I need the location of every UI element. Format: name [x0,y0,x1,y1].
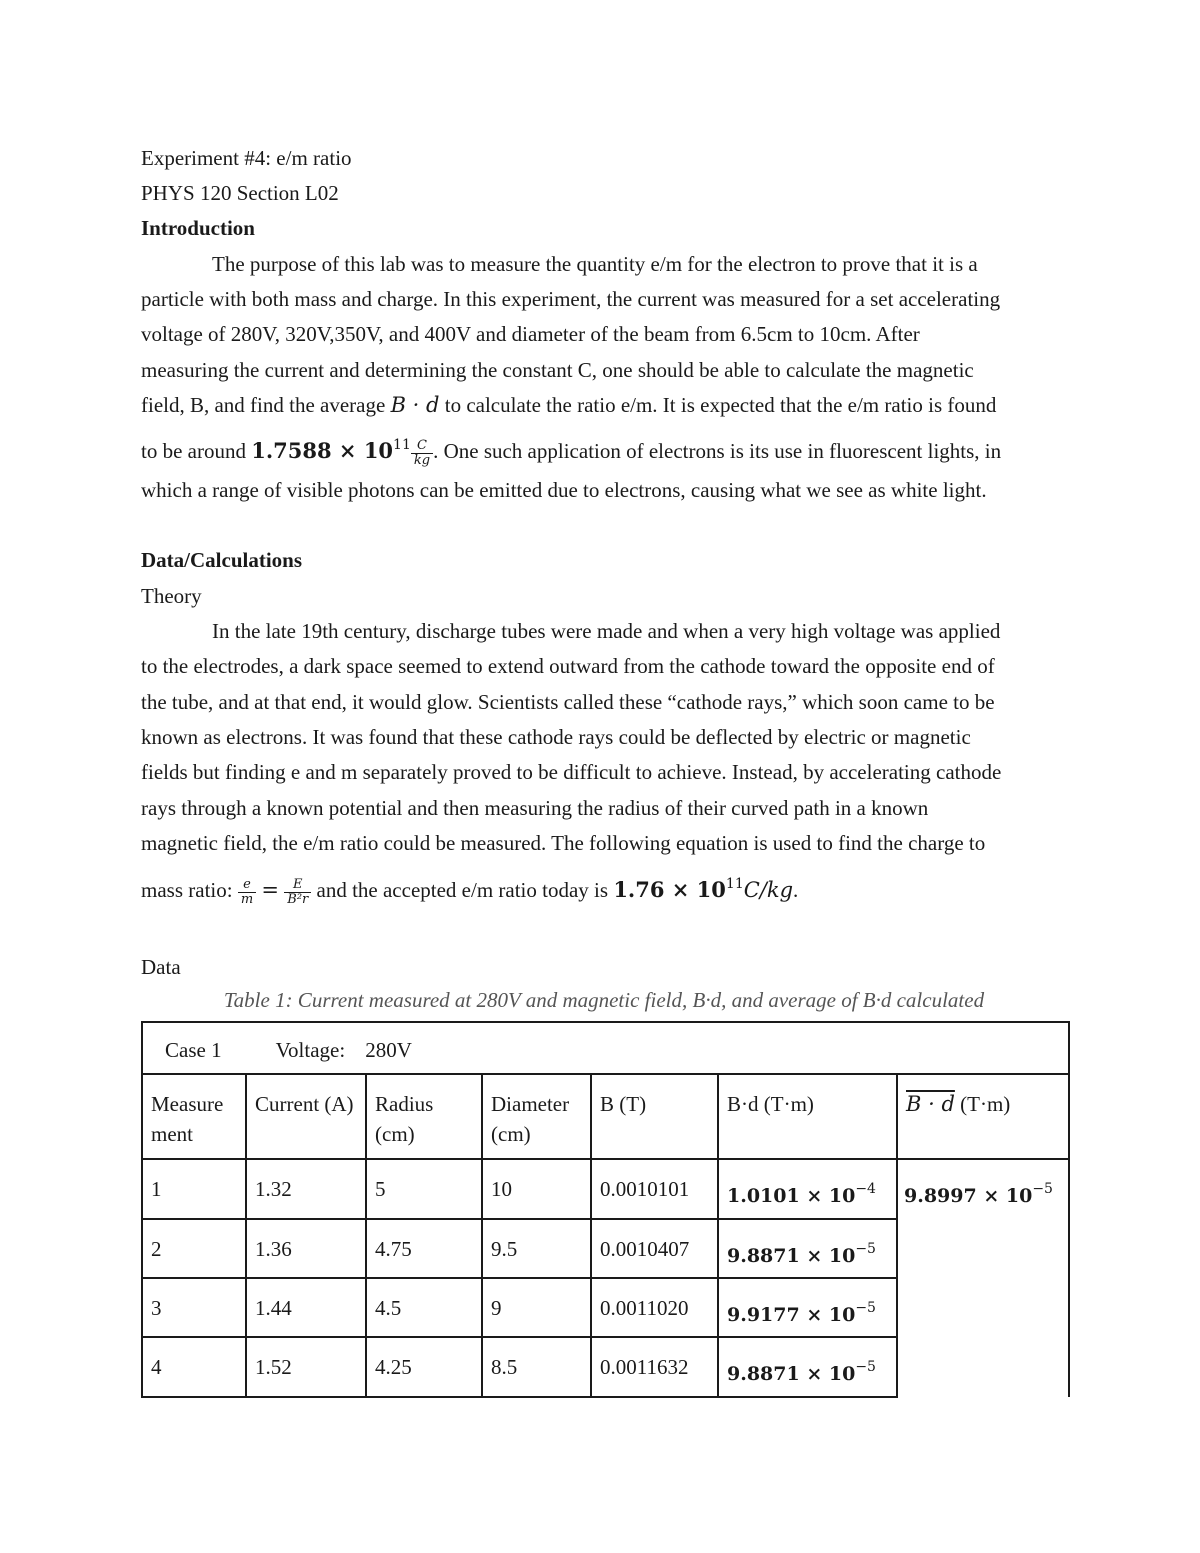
bd-exponent: −5 [855,1359,876,1375]
cell-b: 0.0011632 [591,1337,718,1397]
cell-b: 0.0010407 [591,1219,718,1278]
accepted-ratio: 1.76 × 10 [613,877,726,902]
theory-text: and the accepted e/m ratio today is [311,878,614,902]
case-label: Case 1 [165,1038,222,1062]
theory-line: magnetic field, the e/m ratio could be measured. The following equation is used to find the charge to [141,831,986,855]
theory-line: known as electrons. It was found that these cathode rays could be deflected by electric or magnetic [141,725,971,749]
theory-line: rays through a known potential and then measuring the radius of their curved path in a known [141,796,929,820]
avg-bd-math: B · d [390,393,440,417]
course-line: PHYS 120 Section L02 [141,181,339,205]
accepted-unit: C/kg [743,878,794,902]
cell-diameter: 9.5 [482,1219,591,1278]
bd-value: 9.8871 × 10 [727,1245,856,1267]
voltage-value: 280V [365,1038,412,1062]
cell-radius: 4.5 [366,1278,482,1337]
header-average-bd [897,1074,1069,1159]
cell-radius: 5 [366,1159,482,1219]
fraction-denominator: B²r [287,891,309,907]
theory-line: to the electrodes, a dark space seemed to extend outward from the cathode toward the opposite end of [141,654,995,678]
intro-text: field, B, and find the average [141,393,391,417]
header-bd: B·d (T·m) [718,1074,897,1159]
cell-b: 0.0010101 [591,1159,718,1219]
average-exponent: −5 [1032,1181,1053,1197]
cell-current: 1.36 [246,1219,366,1278]
cell-radius: 4.25 [366,1337,482,1397]
table-header-row [142,1074,1069,1159]
intro-heading: Introduction [141,216,255,240]
theory-text: . [793,878,799,902]
accepted-exponent: 11 [725,876,744,892]
intro-line: voltage of 280V, 320V,350V, and 400V and diameter of the beam from 6.5cm to 10cm. After [141,322,920,346]
intro-line [141,430,1001,468]
data-calc-heading: Data/Calculations [141,548,303,572]
cell-diameter: 10 [482,1159,591,1219]
table-row [142,1219,1069,1278]
cell-diameter: 9 [482,1278,591,1337]
unit-fraction [411,439,433,468]
equals-sign: = [261,878,280,902]
cell-average [897,1159,1069,1219]
case-cell [142,1022,1069,1074]
cell-empty [897,1337,1069,1397]
em-fraction [238,878,256,907]
header-current: Current (A) [246,1074,366,1159]
cell-b: 0.0011020 [591,1278,718,1337]
theory-line: the tube, and at that end, it would glow. Scientists called these “cathode rays,” which soon came to be [141,690,995,714]
bd-exponent: −4 [855,1181,876,1197]
cell-n: 4 [142,1337,246,1397]
intro-text: . One such application of electrons is its use in fluorescent lights, in [433,439,1002,463]
fraction-numerator: C [411,439,433,454]
table-row [142,1278,1069,1337]
intro-text: to be around [141,439,252,463]
fraction-denominator: kg [413,452,431,468]
intro-text: to calculate the ratio e/m. It is expected that the e/m ratio is found [439,393,997,417]
average-value: 9.8997 × 10 [904,1185,1033,1207]
data-table [141,1021,1070,1398]
cell-bd [718,1337,897,1397]
header-b: B (T) [591,1074,718,1159]
expected-ratio: 1.7588 × 10 [251,438,394,463]
cell-bd [718,1159,897,1219]
theory-heading: Theory [141,584,202,608]
expected-exponent: 11 [393,437,411,453]
cell-bd [718,1278,897,1337]
cell-n: 1 [142,1159,246,1219]
bd-value: 9.8871 × 10 [727,1363,856,1385]
cell-current: 1.44 [246,1278,366,1337]
intro-line: particle with both mass and charge. In this experiment, the current was measured for a set accelerating [141,287,1001,311]
bd-value: 1.0101 × 10 [727,1185,856,1207]
average-bd-unit: (T·m) [954,1092,1011,1116]
header-measurement: Measure ment [142,1074,246,1159]
table-caption: Table 1: Current measured at 280V and magnetic field, B·d, and average of B·d calculated [223,988,985,1012]
fraction-numerator: e [238,878,256,893]
table-row [142,1159,1069,1219]
intro-line [141,390,996,420]
fraction-numerator: E [284,878,311,893]
bd-exponent: −5 [855,1300,876,1316]
cell-radius: 4.75 [366,1219,482,1278]
table-row [142,1337,1069,1397]
voltage-label: Voltage: [275,1038,346,1062]
header-radius: Radius (cm) [366,1074,482,1159]
average-bd-math: B · d [906,1092,955,1116]
cell-current: 1.52 [246,1337,366,1397]
cell-diameter: 8.5 [482,1337,591,1397]
intro-line: measuring the current and determining the constant C, one should be able to calculate the magnetic [141,358,974,382]
cell-bd [718,1219,897,1278]
cell-empty [897,1278,1069,1337]
cell-empty [897,1219,1069,1278]
intro-line: which a range of visible photons can be emitted due to electrons, causing what we see as white light. [141,478,987,502]
bd-value: 9.9177 × 10 [727,1304,856,1326]
table-case-row [142,1022,1069,1074]
theory-text: mass ratio: [141,878,238,902]
cell-current: 1.32 [246,1159,366,1219]
data-heading: Data [141,955,181,979]
theory-line [141,869,798,907]
header-diameter: Diameter (cm) [482,1074,591,1159]
bd-exponent: −5 [855,1241,876,1257]
fraction-denominator: m [240,891,254,907]
cell-n: 2 [142,1219,246,1278]
theory-line: fields but finding e and m separately proved to be difficult to achieve. Instead, by accelerating cathode [141,760,1002,784]
doc-title: Experiment #4: e/m ratio [141,146,352,170]
cell-n: 3 [142,1278,246,1337]
formula-fraction [284,878,311,907]
intro-line: The purpose of this lab was to measure the quantity e/m for the electron to prove that it is a [212,252,978,276]
theory-line: In the late 19th century, discharge tubes were made and when a very high voltage was applied [212,619,1001,643]
